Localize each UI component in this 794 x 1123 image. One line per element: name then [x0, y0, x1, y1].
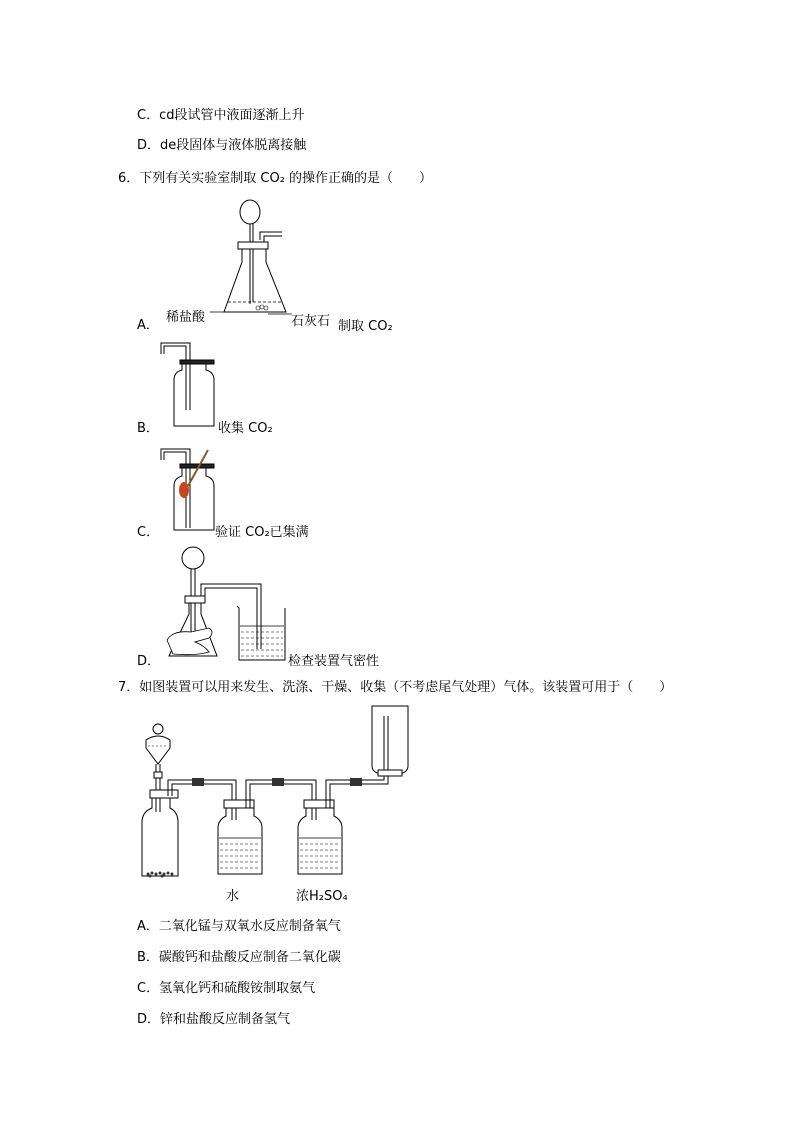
q6-d-airtightness-apparatus [165, 544, 290, 664]
q6-option-c-label: C． [137, 525, 160, 540]
q6-b-gas-bottle [160, 340, 220, 430]
q6-a-limestone-label: 石灰石 [291, 314, 331, 329]
q6-a-caption: 制取 CO₂ [338, 319, 393, 334]
q7-option-c: C．氢氧化钙和硫酸铵制取氨气 [137, 981, 316, 996]
q7-option-b: B．碳酸钙和盐酸反应制备二氧化碳 [137, 950, 341, 965]
q6-option-a-label: A． [137, 318, 159, 333]
q7-option-a: A．二氧化锰与双氧水反应制备氧气 [137, 919, 341, 934]
q5-option-d: D．de段固体与液体脱离接触 [137, 138, 307, 153]
q6-option-d-label: D． [137, 654, 161, 669]
q6-option-b-label: B． [137, 421, 159, 436]
q7-option-d: D．锌和盐酸反应制备氢气 [137, 1012, 291, 1027]
q7-h2so4-label: 浓H₂SO₄ [296, 889, 348, 904]
q6-d-caption: 检查装置气密性 [288, 654, 380, 669]
q7-water-label: 水 [226, 889, 240, 904]
q6-c-caption: 验证 CO₂已集满 [215, 525, 309, 540]
q5-option-c: C．cd段试管中液面逐渐上升 [137, 108, 305, 123]
q6-c-gas-bottle-with-match [160, 446, 220, 536]
q6-b-caption: 收集 CO₂ [218, 421, 273, 436]
q6-stem: 6．下列有关实验室制取 CO₂ 的操作正确的是（ ） [118, 171, 433, 186]
q7-apparatus-diagram [132, 704, 422, 884]
q6-a-hydrochloric-label: 稀盐酸 [166, 310, 206, 325]
q6-a-flask-apparatus [210, 194, 310, 326]
q7-stem: 7．如图装置可以用来发生、洗涤、干燥、收集（不考虑尾气处理）气体。该装置可用于（ ） [118, 680, 673, 695]
